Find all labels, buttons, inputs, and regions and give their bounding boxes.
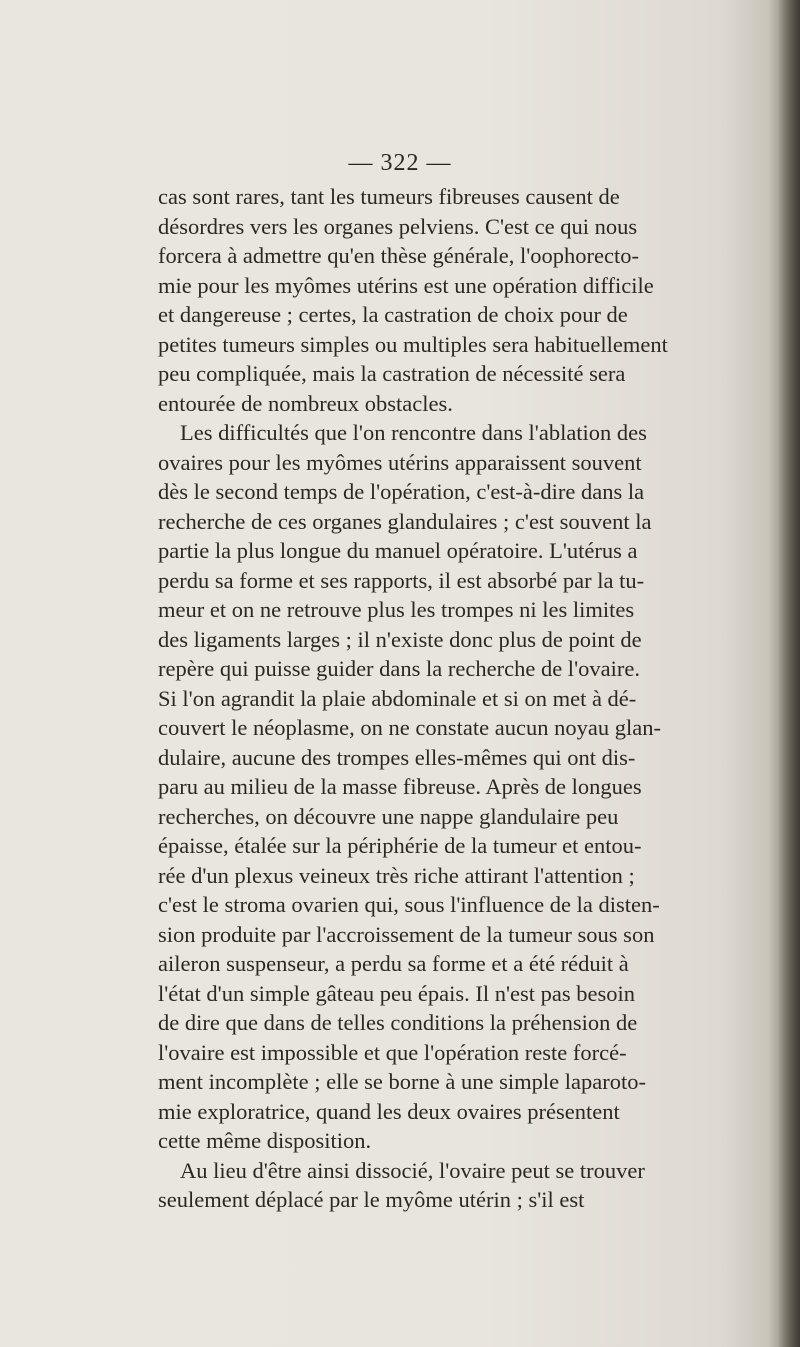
text-line: épaisse, étalée sur la périphérie de la tumeur et entou- (158, 833, 642, 858)
text-line: petites tumeurs simples ou multiples sera habituellement (158, 331, 668, 357)
paragraph-start-line: Les difficultés que l'on rencontre dans l'ablation des (180, 420, 647, 445)
paragraph-start-line: Au lieu d'être ainsi dissocié, l'ovaire peut se trouver (180, 1157, 645, 1183)
text-line: recherches, on découvre une nappe glandulaire peu (158, 803, 619, 829)
text-line: l'état d'un simple gâteau peu épais. Il n'est pas besoin (158, 980, 636, 1006)
text-line: forcera à admettre qu'en thèse générale, l'oophorecto- (158, 243, 639, 268)
text-line: l'ovaire est impossible et que l'opération reste forcé- (158, 1039, 627, 1065)
text-line: de dire que dans de telles conditions la préhension de (158, 1010, 638, 1035)
body-text (158, 182, 778, 1215)
text-line: des ligaments larges ; il n'existe donc plus de point de (158, 626, 642, 652)
page-number: — 322 — (348, 150, 452, 176)
text-line: et dangereuse ; certes, la castration de choix pour de (158, 302, 628, 327)
text-line: perdu sa forme et ses rapports, il est absorbé par la tu- (158, 567, 645, 593)
text-line: c'est le stroma ovarien qui, sous l'influence de la disten- (158, 892, 660, 917)
text-line: Si l'on agrandit la plaie abdominale et si on met à dé- (158, 685, 637, 711)
text-line: dès le second temps de l'opération, c'est-à-dire dans la (158, 479, 645, 504)
text-line: peu compliquée, mais la castration de nécessité sera (158, 361, 626, 386)
text-line: rée d'un plexus veineux très riche attirant l'attention ; (158, 862, 635, 888)
text-line: sion produite par l'accroissement de la tumeur sous son (158, 921, 655, 947)
text-line: aileron suspenseur, a perdu sa forme et a été réduit à (158, 951, 629, 976)
text-line: meur et on ne retrouve plus les trompes ni les limites (158, 597, 635, 622)
text-line: mie exploratrice, quand les deux ovaires présentent (158, 1098, 620, 1124)
text-line: désordres vers les organes pelviens. C'est ce qui nous (158, 213, 638, 239)
text-line: entourée de nombreux obstacles. (158, 390, 453, 416)
text-line: partie la plus longue du manuel opératoire. L'utérus a (158, 538, 638, 563)
text-line: cas sont rares, tant les tumeurs fibreuses causent de (158, 184, 620, 209)
text-line: couvert le néoplasme, on ne constate aucun noyau glan- (158, 715, 661, 740)
text-line: paru au milieu de la masse fibreuse. Après de longues (158, 774, 642, 799)
text-line: repère qui puisse guider dans la recherche de l'ovaire. (158, 656, 640, 681)
text-line: ment incomplète ; elle se borne à une simple laparoto- (158, 1069, 646, 1094)
text-line: recherche de ces organes glandulaires ; c'est souvent la (158, 508, 652, 534)
text-line: seulement déplacé par le myôme utérin ; s'il est (158, 1187, 585, 1212)
text-line: mie pour les myômes utérins est une opération difficile (158, 272, 654, 298)
text-line: dulaire, aucune des trompes elles-mêmes qui ont dis- (158, 744, 636, 770)
text-line: cette même disposition. (158, 1128, 372, 1153)
text-line: ovaires pour les myômes utérins apparaissent souvent (158, 449, 642, 475)
page-binding-edge (778, 0, 800, 1347)
